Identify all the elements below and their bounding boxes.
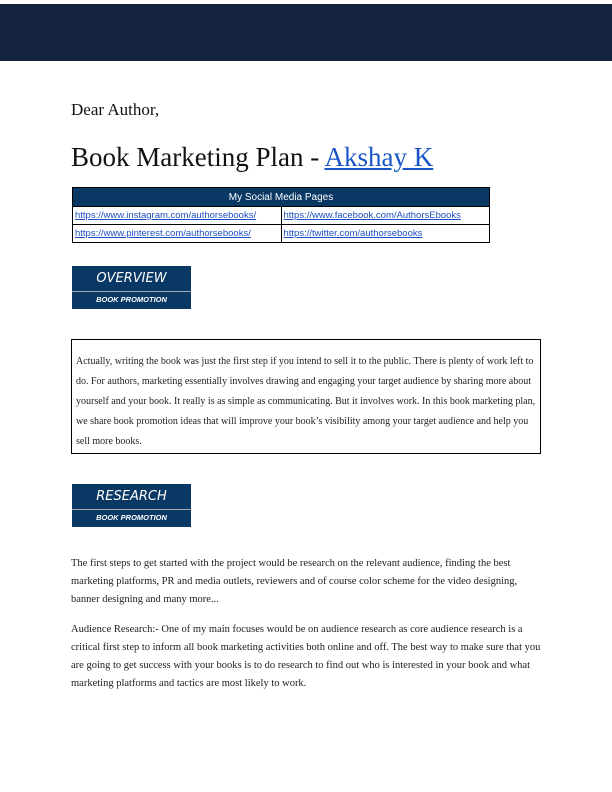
overview-heading: OVERVIEW xyxy=(72,266,191,292)
research-paragraph-2: Audience Research:- One of my main focuses would be on audience research as core audience research is a critical first step to inform all book marketing activities both online and off. The best way to make sure that you are going to get success with your books is to do research to find out who is interested in your book and what marketing platforms and tactics are most likely to work. xyxy=(71,624,541,689)
title-prefix: Book Marketing Plan - xyxy=(71,142,325,172)
author-link[interactable]: Akshay K xyxy=(324,142,434,172)
twitter-link[interactable]: https://twitter.com/authorsebooks xyxy=(283,228,423,239)
research-paragraph-1: The first steps to get started with the project would be research on the relevant audience, finding the best marketing platforms, PR and media outlets, reviewers and of course color scheme for the video designing, banner designing and many more... xyxy=(71,558,518,605)
overview-text: Actually, writing the book was just the first step if you intend to sell it to the public. There is plenty of work left to do. For authors, marketing essentially involves drawing and engaging your target audience by sharing more about yourself and your book. It really is as simple as communicating. But it involves work. In this book marketing plan, we share book promotion ideas that will improve your book’s visibility among your target audience and help you sell more books. xyxy=(71,339,541,454)
pinterest-link[interactable]: https://www.pinterest.com/authorsebooks/ xyxy=(75,228,251,239)
social-table-header: My Social Media Pages xyxy=(73,188,490,207)
social-media-table xyxy=(72,187,490,243)
research-section-tag xyxy=(72,484,191,527)
instagram-link[interactable]: https://www.instagram.com/authorsebooks/ xyxy=(75,210,257,221)
overview-section-tag xyxy=(72,266,191,309)
greeting: Dear Author, xyxy=(71,100,160,119)
page-title xyxy=(71,142,433,173)
research-subheading: BOOK PROMOTION xyxy=(96,513,167,522)
overview-subheading: BOOK PROMOTION xyxy=(96,295,167,304)
header-band xyxy=(0,4,612,61)
research-heading: RESEARCH xyxy=(72,484,191,510)
facebook-link[interactable]: https://www.facebook.com/AuthorsEbooks xyxy=(283,210,461,221)
